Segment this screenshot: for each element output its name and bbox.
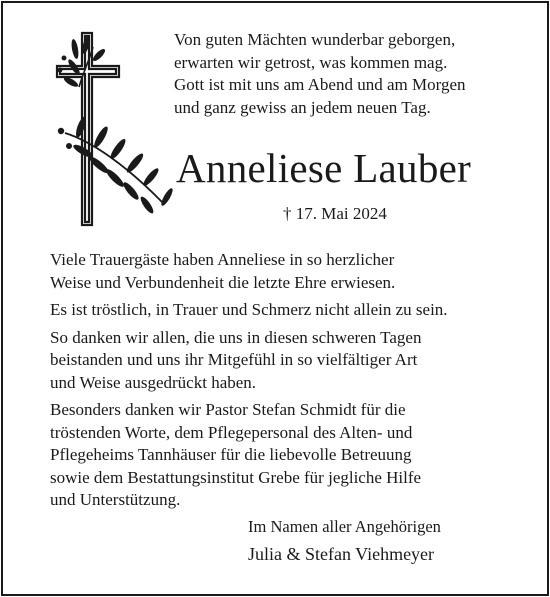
closing-line: Im Namen aller Angehörigen	[248, 517, 441, 536]
text-line: sowie dem Bestattungsinstitut Grebe für jegliche Hilfe	[50, 467, 422, 487]
obituary-card	[1, 1, 549, 596]
paragraph	[50, 249, 448, 294]
text-line: So danken wir allen, die uns in diesen schweren Tagen	[50, 327, 422, 347]
text-line: Weise und Verbundenheit die letzte Ehre erwiesen.	[50, 272, 396, 292]
text-line: Viele Trauergäste haben Anneliese in so herzlicher	[50, 250, 395, 269]
death-date: † 17. Mai 2024	[283, 204, 387, 223]
text-line: Pflegeheims Tannhäuser für die liebevolle Betreuung	[50, 445, 412, 464]
text-line: und Weise ausgedrückt haben.	[50, 372, 257, 392]
thanks-text	[50, 249, 448, 517]
deceased-name: Anneliese Lauber	[176, 145, 472, 191]
signers: Julia & Stefan Viehmeyer	[248, 544, 435, 564]
cross-with-olive-branch-icon	[51, 25, 181, 230]
poem-line: und ganz gewiss an jedem neuen Tag.	[174, 97, 431, 117]
poem-line: erwarten wir getrost, was kommen mag.	[174, 52, 448, 72]
poem	[174, 29, 466, 119]
paragraph	[50, 299, 448, 322]
poem-line: Gott ist mit uns am Abend und am Morgen	[174, 75, 466, 94]
text-line: Besonders danken wir Pastor Stefan Schmidt für die	[50, 400, 406, 419]
paragraph	[50, 327, 448, 395]
text-line: Es ist tröstlich, in Trauer und Schmerz nicht allein zu sein.	[50, 300, 448, 319]
poem-line: Von guten Mächten wunderbar geborgen,	[174, 30, 456, 49]
text-line: tröstenden Worte, dem Pflegepersonal des Alten- und	[50, 422, 413, 442]
paragraph	[50, 399, 448, 512]
text-line: beistanden und uns ihr Mitgefühl in so vielfältiger Art	[50, 350, 418, 369]
text-line: und Unterstützung.	[50, 490, 181, 509]
